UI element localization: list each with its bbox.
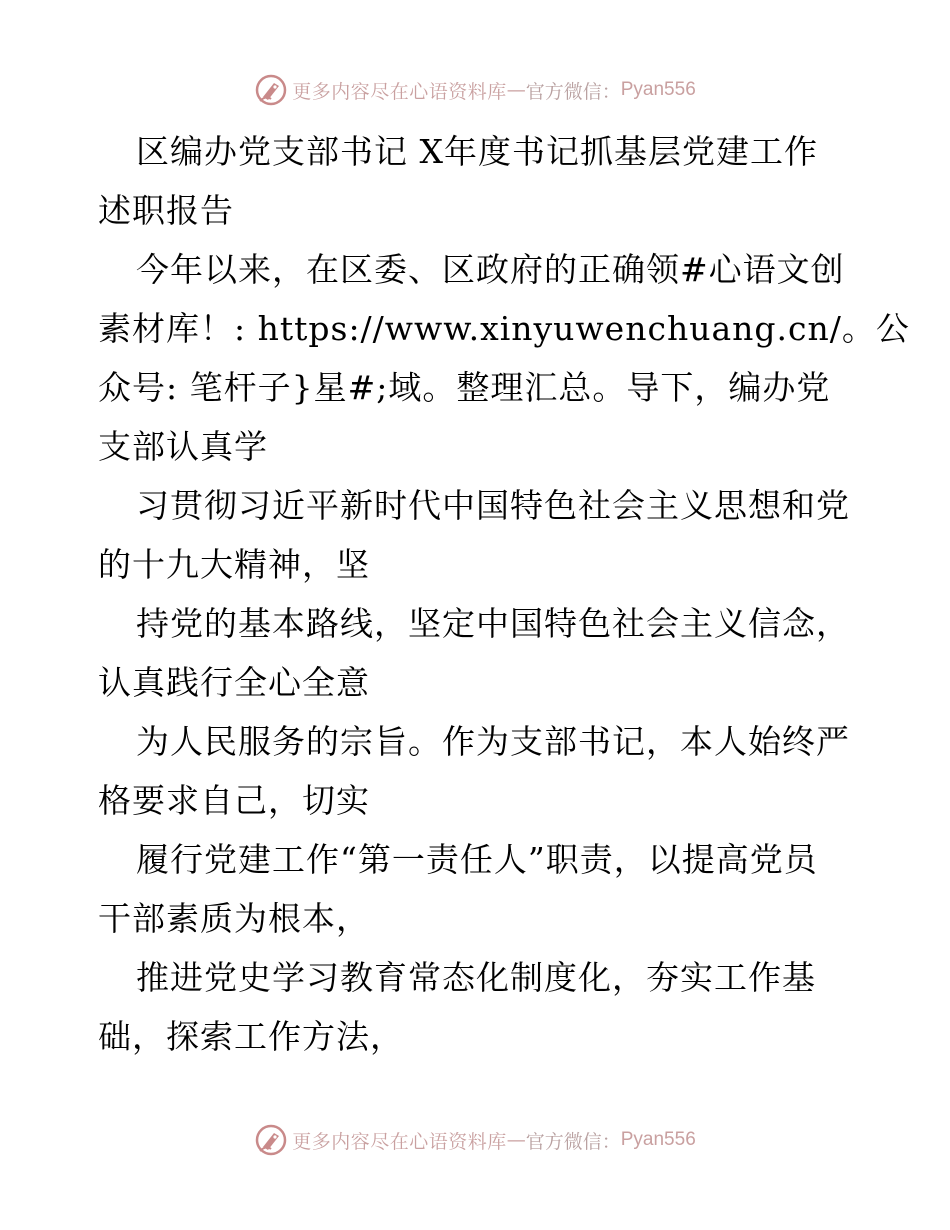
footer-wechat-id: Pyan556 [620, 1129, 696, 1150]
paragraph-line: 今年以来，在区委、区政府的正确领#心语文创 [136, 250, 845, 289]
paragraph-line: 础，探索工作方法， [98, 1017, 404, 1056]
pen-nib-logo-icon [254, 1123, 288, 1157]
footer-promo-text: 更多内容尽在心语资料库 [292, 1130, 507, 1153]
paragraph-line: 支部认真学 [98, 427, 268, 466]
paragraph-line: 的十九大精神，坚 [98, 545, 370, 584]
paragraph-line: 干部素质为根本， [98, 899, 370, 938]
paragraph-line: 推进党史学习教育常态化制度化，夯实工作基 [136, 958, 816, 997]
paragraph-line: 履行党建工作“第一责任人”职责，以提高党员 [136, 840, 818, 879]
header-separator: — [506, 79, 526, 101]
paragraph-line: 素材库！: https://www.xinyuwenchuang.cn/。公 [98, 309, 910, 348]
paragraph-line: 认真践行全心全意 [98, 663, 370, 702]
paragraph-line: 为人民服务的宗旨。作为支部书记，本人始终严 [136, 722, 850, 761]
header-wechat-label: 官方微信： [525, 80, 621, 103]
paragraph-line: 众号: 笔杆子}星#;域。整理汇总。导下，编办党 [98, 368, 831, 407]
header-promo-text: 更多内容尽在心语资料库 [292, 80, 507, 103]
header-wechat-id: Pyan556 [620, 79, 696, 100]
header-banner [0, 70, 950, 110]
footer-banner [0, 1120, 950, 1160]
title-line-2: 述职报告 [98, 191, 234, 230]
footer-wechat-label: 官方微信： [525, 1130, 621, 1153]
paragraph-line: 持党的基本路线，坚定中国特色社会主义信念， [136, 604, 850, 643]
pen-nib-logo-icon [254, 73, 288, 107]
document-body [98, 122, 910, 1066]
title-line-1: 区编办党支部书记 X年度书记抓基层党建工作 [136, 132, 818, 171]
footer-separator: — [506, 1129, 526, 1151]
paragraph-line: 格要求自己，切实 [98, 781, 370, 820]
paragraph-line: 习贯彻习近平新时代中国特色社会主义思想和党 [136, 486, 850, 525]
